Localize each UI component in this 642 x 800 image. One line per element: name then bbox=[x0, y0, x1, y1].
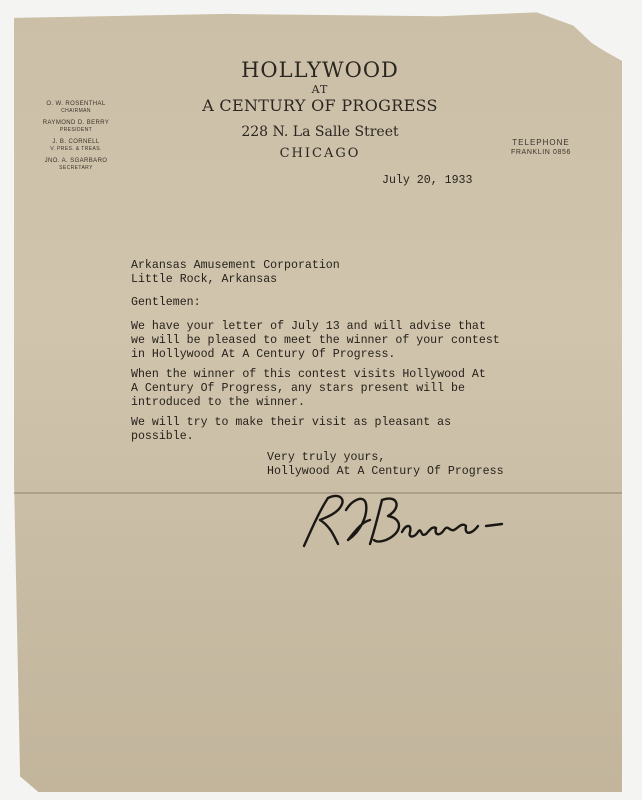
officer-entry bbox=[26, 100, 126, 115]
officer-entry bbox=[26, 138, 126, 153]
letterhead-city: CHICAGO bbox=[279, 146, 361, 161]
letterhead-street: 228 N. La Salle Street bbox=[241, 124, 399, 140]
closing: Very truly yours, bbox=[267, 451, 386, 464]
letter-date: July 20, 1933 bbox=[382, 174, 473, 187]
recipient-location: Little Rock, Arkansas bbox=[131, 273, 278, 286]
handwritten-signature bbox=[290, 480, 530, 560]
officer-name: J. B. CORNELL bbox=[52, 139, 100, 145]
officer-role: PRESIDENT bbox=[59, 127, 93, 133]
officer-entry bbox=[26, 157, 126, 172]
telephone-number: FRANKLIN 0856 bbox=[511, 149, 571, 156]
officer-name: JNO. A. SGARBARO bbox=[44, 158, 108, 164]
officer-name: RAYMOND D. BERRY bbox=[42, 120, 110, 126]
body-paragraph-2: When the winner of this contest visits Hollywood At A Century Of Progress, any stars present will be introduced to the winner. bbox=[131, 368, 486, 409]
body-paragraph-1: We have your letter of July 13 and will advise that we will be pleased to meet the winner of your contest in Hollywood At A Century Of Progress. bbox=[131, 320, 500, 361]
officers-list bbox=[26, 100, 126, 176]
closing-organization: Hollywood At A Century Of Progress bbox=[267, 465, 504, 478]
letterhead-subtitle: A CENTURY OF PROGRESS bbox=[202, 96, 438, 115]
officer-role: SECRETARY bbox=[59, 165, 93, 171]
recipient-name: Arkansas Amusement Corporation bbox=[131, 259, 340, 272]
letterhead-at: AT bbox=[311, 83, 329, 96]
letterhead-title: HOLLYWOOD bbox=[241, 58, 399, 82]
officer-name: O. W. ROSENTHAL bbox=[46, 101, 106, 107]
officer-role: CHAIRMAN bbox=[61, 108, 91, 114]
telephone-block bbox=[496, 138, 586, 156]
officer-entry bbox=[26, 119, 126, 134]
salutation: Gentlemen: bbox=[131, 296, 201, 309]
body-paragraph-3: We will try to make their visit as pleasant as possible. bbox=[131, 416, 452, 443]
telephone-label: TELEPHONE bbox=[512, 138, 570, 147]
officer-role: V. PRES. & TREAS. bbox=[50, 146, 102, 152]
